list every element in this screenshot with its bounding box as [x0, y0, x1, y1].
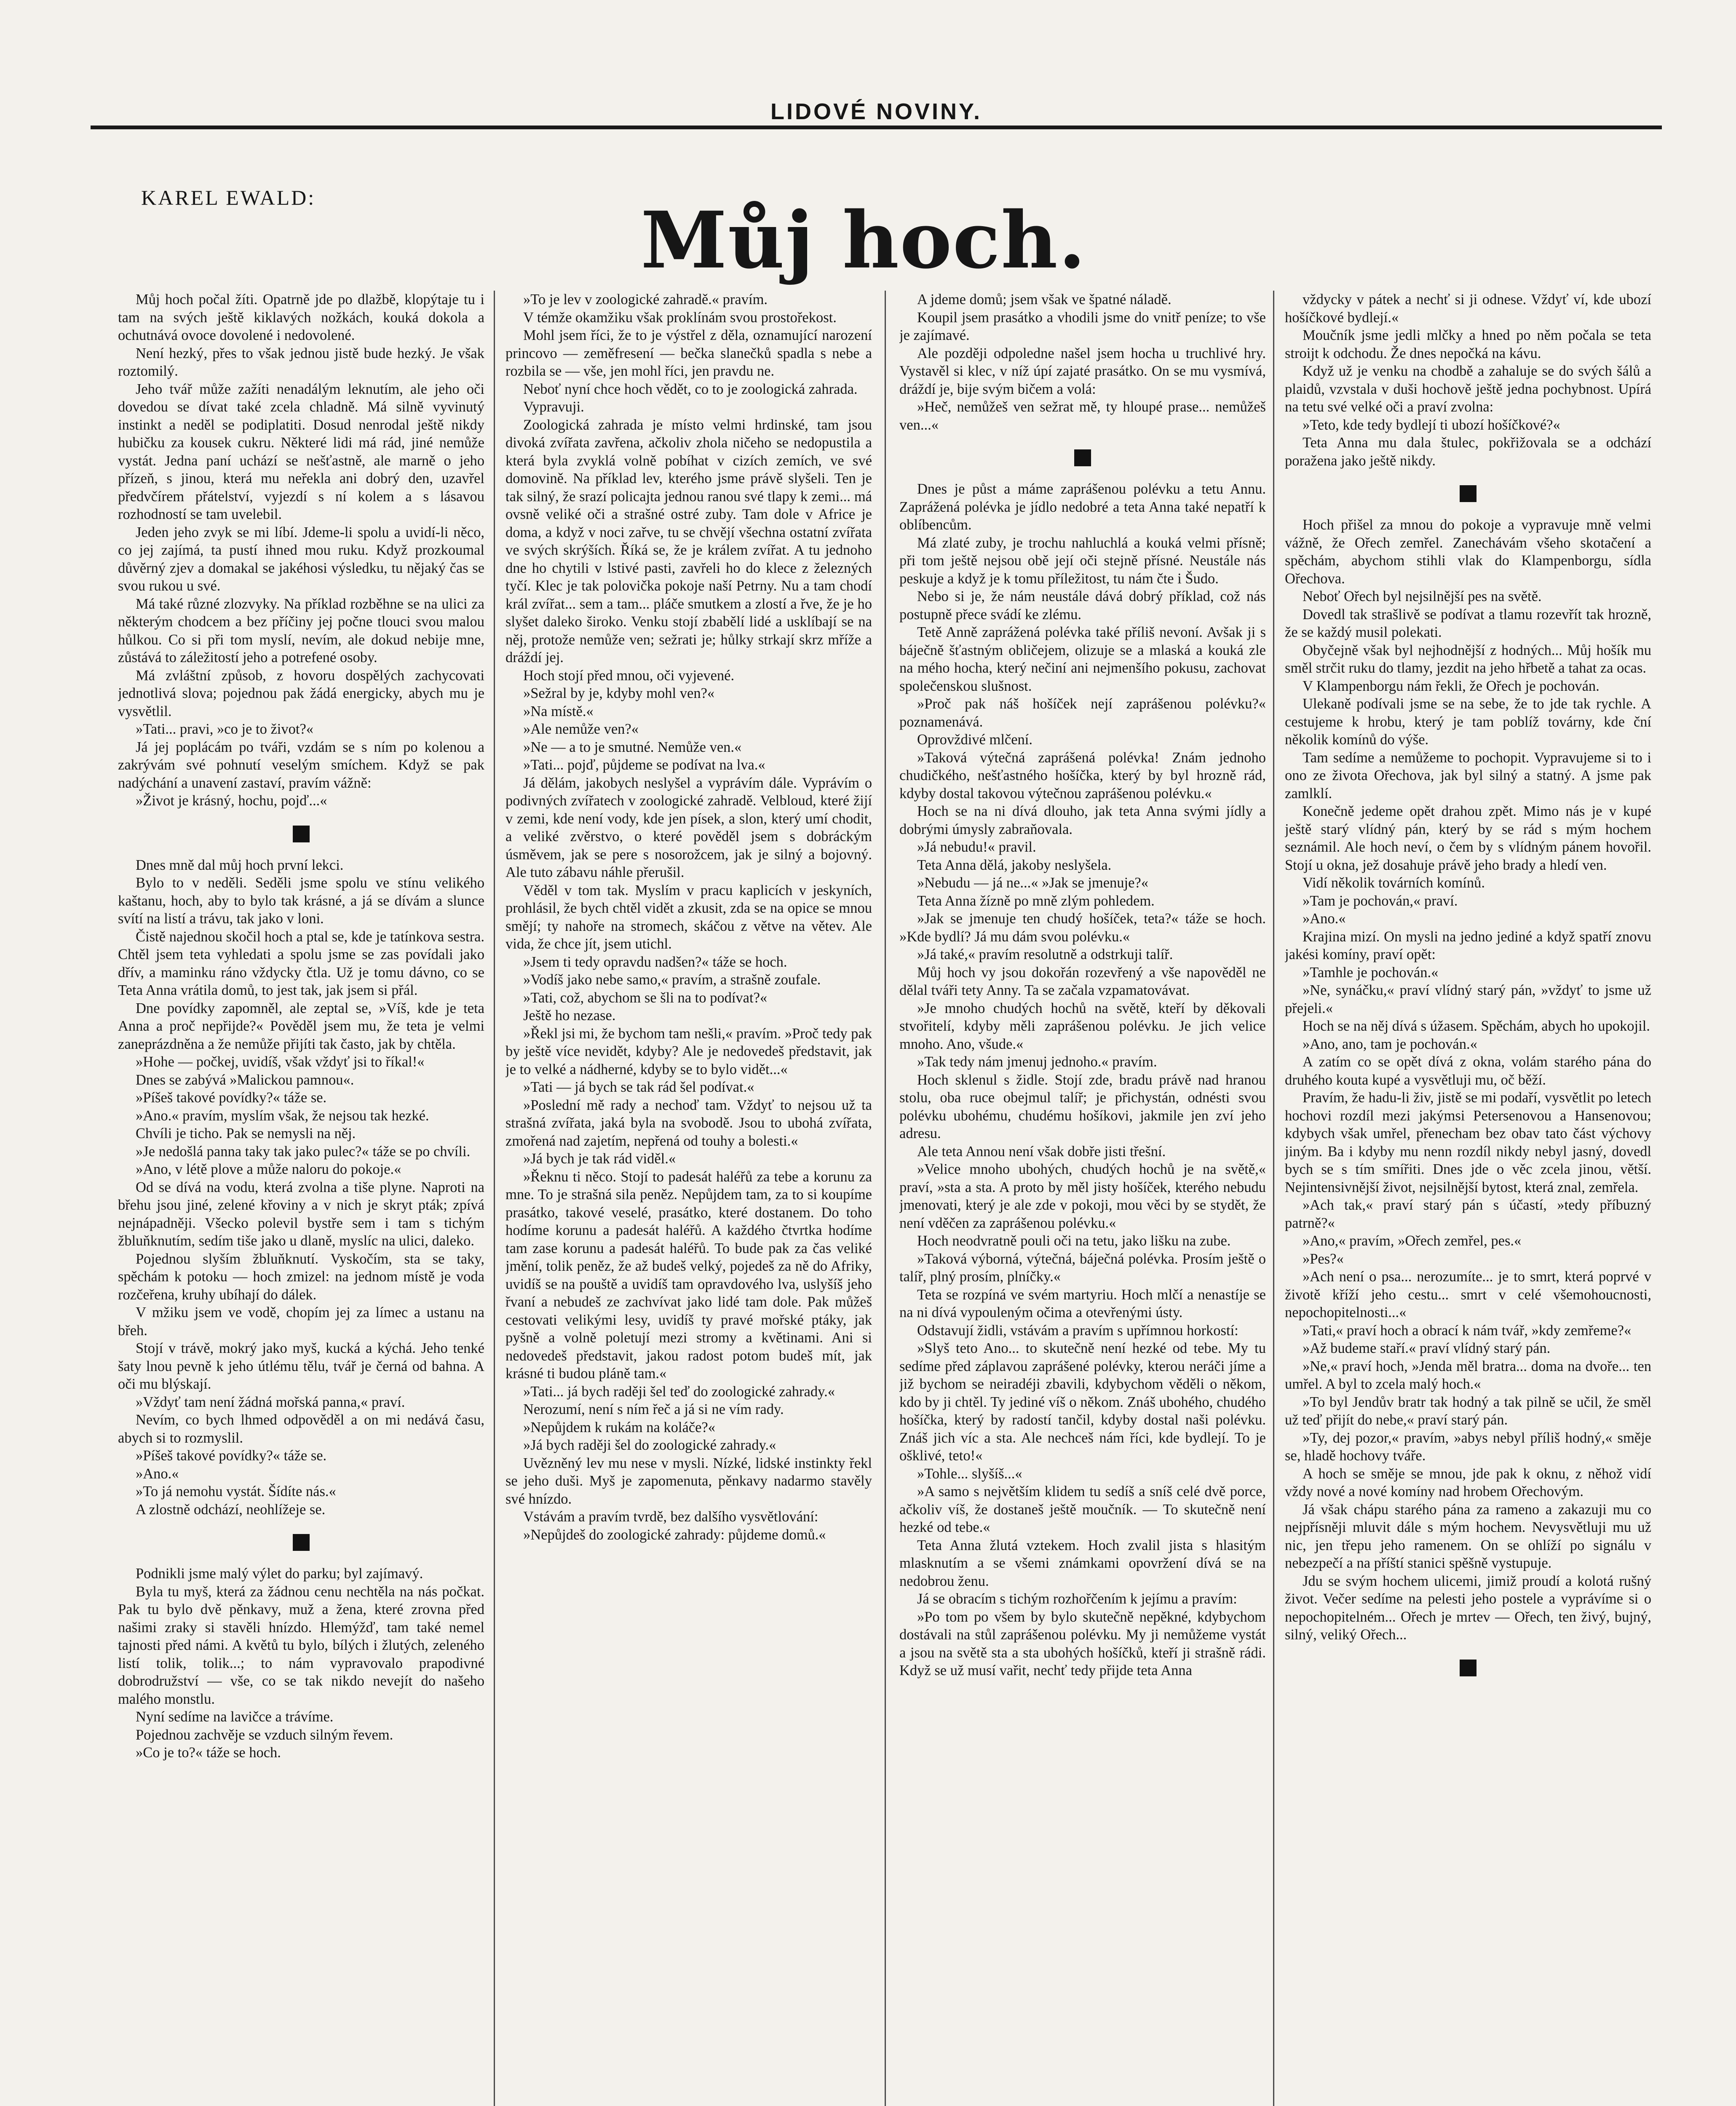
article-paragraph: Pojednou slyším žbluňknutí. Vyskočím, sta se taky, spěchám k potoku — hoch zmizel: na jednom místě je voda rozčeřena, kruhy ubíhají do dálek.: [118, 1251, 484, 1303]
column-rule: [494, 291, 495, 2106]
article-paragraph: »Proč pak náš hošíček nejí zaprášenou polévku?« poznamenává.: [899, 696, 1266, 730]
article-paragraph: »To byl Jendův bratr tak hodný a tak pilně se učil, že směl už teď přijít do nebe,« praví starý pán.: [1285, 1394, 1651, 1428]
article-paragraph: »Řeknu ti něco. Stojí to padesát haléřů za tebe a korunu za mne. To je strašná sila peněz. Nepůjdem tam, za to si koupíme prasátko, takové veselé, prasátko, které dostanem. Do toho hodíme korunu a padesát haléřů. A každého čtvrtka hodíme tam zase korunu a padesát haléřů. To bude pak za čas veliké jmění, tolik peněz, že až budeš velký, pojedeš za ně do Afriky, uvidíš se na pouště a uvidíš tam opravdového lva, uslyšíš jeho řvaní a nebudeš ze zachvívat jako lidé tam dole. Pak můžeš cestovati velikými lesy, uvidíš ty pravé mořské ptáky, jak pyšně a volně poletují mezi stromy a květinami. Ani si nedovedeš představit, jakou radost potom budeš mít, jak krásné ti budou pláně tam.«: [506, 1168, 872, 1382]
article-paragraph: Vypravuji.: [523, 399, 584, 415]
article-paragraph: Dovedl tak strašlivě se podívat a tlamu rozevřít tak hrozně, že se každý musil polekati.: [1285, 606, 1651, 640]
article-paragraph: »Ach tak,« praví starý pán s účastí, »tedy příbuzný patrně?«: [1285, 1197, 1651, 1231]
article-paragraph: Není hezký, přes to však jednou jistě bude hezký. Je však roztomilý.: [118, 345, 484, 379]
article-paragraph: Ale teta Annou není však dobře jisti třešní.: [917, 1143, 1166, 1160]
article-paragraph: Čistě najednou skočil hoch a ptal se, kde je tatínkova sestra. Chtěl jsem teta vyhledati a spolu jsme se zas povídali jako dřív, a maminku ráno vždycky čtla. Už je tomu dávno, co se Teta Anna vrátila domů, to jest tak, jak jsem si přál.: [118, 928, 484, 998]
article-paragraph: »Ach není o psa... nerozumíte... je to smrt, která poprvé v životě kříží jeho cestu... smrt v celé všemohoucnosti, nepochopitelnosti...«: [1285, 1269, 1651, 1320]
article-paragraph: Pojednou zachvěje se vzduch silným řevem.: [136, 1726, 393, 1743]
article-paragraph: »Nebudu — já ne...« »Jak se jmenuje?«: [917, 875, 1148, 891]
article-paragraph: »Na místě.«: [523, 703, 594, 719]
article-paragraph: Hoch se na ni dívá dlouho, jak teta Anna svými jídly a dobrými úmysly zabraňovala.: [899, 803, 1266, 837]
article-paragraph: »Tam je pochován,« praví.: [1303, 893, 1458, 909]
article-column-3: [899, 291, 1266, 2106]
article-paragraph: »Velice mnoho ubohých, chudých hochů je na světě,« praví, »sta a sta. A proto by měl jisty hošíček, kterého nebudu jmenovati, který je ale zde v pokoji, mou věci by se stydět, že není vděčen za zaprášenou polévku.«: [899, 1161, 1266, 1231]
article-paragraph: Neboť Ořech byl nejsilnější pes na světě.: [1303, 588, 1542, 604]
article-paragraph: »Vždyť tam není žádná mořská panna,« praví.: [136, 1394, 405, 1410]
article-paragraph: Já se obracím s tichým rozhořčením k jejímu a pravím:: [917, 1591, 1237, 1607]
article-paragraph: »Nepůjdem k rukám na koláče?«: [523, 1419, 715, 1435]
article-paragraph: »To je lev v zoologické zahradě.« pravím.: [523, 291, 768, 307]
article-paragraph: Nerozumí, není s ním řeč a já si ne vím rady.: [523, 1401, 784, 1417]
article-paragraph: Krajina mizí. On mysli na jedno jediné a když spatří znovu jakési komíny, praví opět:: [1285, 928, 1651, 962]
article-paragraph: Hoch se na něj dívá s úžasem. Spěchám, abych ho upokojil.: [1303, 1018, 1650, 1034]
article-paragraph: Dnes se zabývá »Malickou pamnou«.: [136, 1072, 354, 1088]
masthead-rule: [91, 126, 1662, 129]
article-paragraph: »Pes?«: [1303, 1251, 1344, 1267]
article-paragraph: Hoch sklenul s židle. Stojí zde, bradu právě nad hranou stolu, oba ruce obejmul talíř; je přichystán, odnésti svou polévku ubohému, chudému hošíkovi, jakmile jen zví jeho adresu.: [899, 1072, 1266, 1141]
article-paragraph: Neboť nyní chce hoch vědět, co to je zoologická zahrada.: [523, 381, 858, 397]
article-paragraph: Hoch přišel za mnou do pokoje a vypravuje mně velmi vážně, že Ořech zemřel. Zanechávám všeho skotačení a spěchám, abychom stihli vlak do Klampenborgu, sídla Ořechova.: [1285, 517, 1651, 587]
article-paragraph: Věděl v tom tak. Myslím v pracu kaplicích v jeskyních, prohlásil, že bych chtěl vidět a zkusit, zda se na opice se mnou smějí; ty nahoře na stromech, skáčou z větve na větev. Ale vida, že chce jít, jsem utichl.: [506, 882, 872, 952]
article-paragraph: Jeho tvář může zažíti nenadálým leknutím, ale jeho oči dovedou se dívat také zcela chladně. Má silně vyvinutý instinkt a neděl se podiplatiti. Dosud nenrodal ještě nikdy hubičku za kousek cukru. Některé lidi má rád, jiné nemůže vystát. Jedna paní uchází se nešťastně, ale marně o jeho přízeň, s jinou, která mu neřekla ani dobrý den, uzavřel předvčírem přátelství, vyjezdí s ní kolem a s lásavou rozhodností se tam uvelebil.: [118, 381, 484, 522]
article-paragraph: »Tati,« praví hoch a obrací k nám tvář, »kdy zemřeme?«: [1303, 1322, 1632, 1339]
article-paragraph: Chvíli je ticho. Pak se nemysli na něj.: [136, 1125, 356, 1141]
article-paragraph: »Ty, dej pozor,« pravím, »abys nebyl příliš hodný,« směje se, hladě hochovy tváře.: [1285, 1430, 1651, 1464]
article-byline: KAREL EWALD:: [141, 186, 316, 209]
article-paragraph: Má zvláštní způsob, z hovoru dospělých zachycovati jednotlivá slova; pojednou pak žádá energicky, abych mu je vysvětlil.: [118, 667, 484, 719]
article-paragraph: »Co je to?« táže se hoch.: [136, 1745, 281, 1761]
article-paragraph: »Je nedošlá panna taky tak jako pulec?« táže se po chvíli.: [136, 1143, 471, 1160]
article-column-2: [506, 291, 872, 2106]
article-paragraph: Byla tu myš, která za žádnou cenu nechtěla na nás počkat. Pak tu bylo dvě pěnkavy, muž a žena, které zrovna před našimi zraky si stavěli hnízdo. Hlemýžď, tam také nemel tajnosti před námi. A květů tu bylo, bílých i žlutých, zeleného listí tolik, tolik...; to nám vypravovalo prapodivné dobrodružství — vše, co se tak nikdo nevejít do našeho malého monstlu.: [118, 1583, 484, 1707]
article-paragraph: Můj hoch počal žíti. Opatrně jde po dlažbě, klopýtaje tu i tam na svých ještě kiklavých nožkách, kouká dokola a ochutnává ovoce dovolené i nedovolené.: [118, 291, 484, 343]
article-paragraph: »Je mnoho chudých hochů na světě, kteří by děkovali stvořitelí, kdyby měli zaprášenou polévku. Je jich velice mnoho. Ano, všude.«: [899, 1000, 1266, 1052]
article-paragraph: Koupil jsem prasátko a vhodili jsme do vnitř peníze; to vše je zajímavé.: [899, 309, 1266, 343]
article-paragraph: V Klampenborgu nám řekli, že Ořech je pochován.: [1303, 678, 1600, 694]
article-paragraph: Uvězněný lev mu nese v mysli. Nízké, lidské instinkty řekl se jeho duši. Myš je zapomenuta, pěnkavy nadarmo stavěly své hnízdo.: [506, 1455, 872, 1507]
article-paragraph: »Tati — já bych se tak rád šel podívat.«: [523, 1079, 754, 1095]
article-paragraph: Dnes mně dal můj hoch první lekci.: [136, 857, 344, 873]
column-rule: [1273, 291, 1274, 2106]
article-paragraph: »Nepůjdeš do zoologické zahrady: půjdeme domů.«: [523, 1526, 826, 1543]
section-ornament-icon: [118, 818, 484, 847]
column-rule: [885, 291, 886, 2106]
article-paragraph: »Slyš teto Ano... to skutečně není hezké od tebe. My tu sedíme před záplavou zaprášené polévky, kterou neráči jíme a již bychom se neiradéji zbavili, kdybychom věděli o někom, kdo by ji chtěl. Ty jediné víš o někom. Znáš ubohého, chudého hošíčka, který by radostí tančil, kdyby dostal naši polévku. Znáš jich víc a sta. Ale nechceš nám říci, kde bydlejí. To je ošklivé, teto!«: [899, 1340, 1266, 1464]
article-paragraph: Teta se rozpíná ve svém martyriu. Hoch mlčí a nenastíje se na ni dívá vypouleným očima a otevřenými ústy.: [899, 1286, 1266, 1320]
article-paragraph: »Po tom po všem by bylo skutečně nepěkné, kdybychom dostávali na stůl zaprášenou polévku. My ji nemůžeme vystát a jsou na světě sta a sta ubohých hošíčků, kteří ji strašně rádi. Když se už musí vařit, nechť tedy přijde teta Anna: [899, 1609, 1266, 1678]
article-paragraph: »Tati... pojď, půjdeme se podívat na lva.«: [523, 757, 765, 773]
article-paragraph: vždycky v pátek a nechť si ji odnese. Vždyť ví, kde ubozí hošíčkové bydlejí.«: [1285, 291, 1651, 326]
section-ornament-icon: [899, 441, 1266, 471]
article-paragraph: Má zlaté zuby, je trochu nahluchlá a kouká velmi přísně; při tom ještě nejsou obě její oči stejně přísné. Neustále nás peskuje a když je k tomu příležitost, tu nám čte i Šudo.: [899, 535, 1266, 587]
article-paragraph: »Já bych raději šel do zoologické zahrady.«: [523, 1437, 776, 1453]
article-paragraph: Já jej poplácám po tváři, vzdám se s ním po kolenou a zakrývám své pohnutí veselým smíchem. Když se pak nadýchání a unavení zastaví, pravím vážně:: [118, 739, 484, 791]
article-paragraph: Vidí několik továrních komínů.: [1303, 875, 1485, 891]
article-paragraph: Jdu se svým hochem ulicemi, jimiž proudí a kolotá rušný život. Večer sedíme na pelesti jeho postele a vyprávíme si o nepochopitelném... Ořech je mrtev — Ořech, ten živý, bujný, silný, veliký Ořech...: [1285, 1573, 1651, 1643]
article-paragraph: Tetě Anně zaprážená polévka také příliš nevoní. Avšak ji s báječně šťastným obličejem, olizuje se a mlaská a kouká zle na mého hocha, který nečiní ani nejmenšího pokusu, zachovat společenskou slušnost.: [899, 624, 1266, 694]
article-paragraph: »Řekl jsi mi, že bychom tam nešli,« pravím. »Proč tedy pak by ještě více nevidět, kdyby? Ale je nedovedeš představit, jak je to velké a nádherné, kdyby se to bylo vidět...«: [506, 1025, 872, 1077]
article-paragraph: Podnikli jsme malý výlet do parku; byl zajímavý.: [136, 1566, 423, 1582]
article-paragraph: »Heč, nemůžeš ven sežrat mě, ty hloupé prase... nemůžeš ven...«: [899, 399, 1266, 433]
article-paragraph: »Ne — a to je smutné. Nemůže ven.«: [523, 739, 742, 755]
article-paragraph: »Ano.«: [136, 1465, 179, 1482]
article-paragraph: »Ano, ano, tam je pochován.«: [1303, 1036, 1477, 1052]
article-paragraph: Jeden jeho zvyk se mi líbí. Jdeme-li spolu a uvidí-li něco, co jej zajímá, ta pustí ihned mou ruku. Když prozkoumal důvěrný zjev a domakal se jakéhosi výsledku, tu nějaký čas se svou rukou u své.: [118, 524, 484, 594]
article-paragraph: »Píšeš takové povídky?« táže se.: [136, 1448, 327, 1464]
article-paragraph: V mžiku jsem ve vodě, chopím jej za límec a ustanu na břeh.: [118, 1304, 484, 1339]
article-paragraph: Odstavují židli, vstávám a pravím s upřímnou horkostí:: [917, 1322, 1238, 1339]
article-paragraph: »Píšeš takové povídky?« táže se.: [136, 1090, 327, 1106]
article-paragraph: Dne povídky zapomněl, ale zeptal se, »Víš, kde je teta Anna a proč nepřijde?« Pověděl jsem mu, že teta je velmi zaneprázdněna a že nemůže přijíti tak často, jak by chtěla.: [118, 1000, 484, 1052]
article-paragraph: »Ne,« praví hoch, »Jenda měl bratra... doma na dvoře... ten umřel. A byl to zcela malý hoch.«: [1285, 1358, 1651, 1392]
article-paragraph: Hoch neodvratně pouli oči na tetu, jako lišku na zube.: [917, 1233, 1231, 1249]
article-paragraph: »Hohe — počkej, uvidíš, však vždyť jsi to říkal!«: [136, 1054, 425, 1070]
article-paragraph: »Já také,« pravím resolutně a odstrkuji talíř.: [917, 946, 1173, 962]
article-paragraph: »Poslední mě rady a nechoď tam. Vždyť to nejsou už ta strašná zvířata, jaká byla na svobodě. Jsou to ubohá zvířata, zmořená nad zajetím, nepřená od touhy a bolesti.«: [506, 1097, 872, 1149]
article-paragraph: A zatím co se opět dívá z okna, volám starého pána do druhého kouta kupé a vysvětluji mu, oč běží.: [1285, 1054, 1651, 1088]
masthead-title: LIDOVÉ NOVINY.: [770, 99, 982, 124]
article-paragraph: Obyčejně však byl nejhodnější z hodných... Můj hošík mu směl strčit ruku do tlamy, jezdit na jeho hřbetě a tahat za ocas.: [1285, 642, 1651, 676]
article-paragraph: »Já bych je tak rád viděl.«: [523, 1151, 676, 1167]
article-paragraph: Teta Anna žlutá vztekem. Hoch zvalil jista s hlasitým mlasknutím a se všemi známkami opovržení dívá se na nedobrou ženu.: [899, 1537, 1266, 1589]
article-paragraph: Oprovždivé mlčení.: [917, 732, 1033, 748]
article-paragraph: Když už je venku na chodbě a zahaluje se do svých šálů a plaidů, vzvstala v duši hochově ještě jedna pochybnost. Upírá na tetu své velké oči a praví zvolna:: [1285, 363, 1651, 415]
article-paragraph: Od se dívá na vodu, která zvolna a tiše plyne. Naproti na břehu jsou jiné, zelené křoviny a v nich je skryt pták; zpívá nejnápadněji. Všecko polevil bystře sem i tam s tichým žbluňknutím, sedím tiše jako u dlaně, myslíc na ulici, daleko.: [118, 1179, 484, 1249]
article-paragraph: Můj hoch vy jsou dokořán rozevřený a vše napověděl ne dělal tváři tety Anny. Ta se začala vzpamatovávat.: [899, 964, 1266, 998]
article-paragraph: »Ano,« pravím, »Ořech zemřel, pes.«: [1303, 1233, 1522, 1249]
article-paragraph: »To já nemohu vystát. Šídíte nás.«: [136, 1483, 336, 1499]
article-paragraph: »Teto, kde tedy bydlejí ti ubozí hošíčkové?«: [1303, 417, 1560, 433]
article-paragraph: »Tati... já bych raději šel teď do zoologické zahrady.«: [523, 1383, 835, 1400]
article-paragraph: »A samo s největším klidem tu sedíš a sníš celé dvě porce, ačkoliv víš, že dostaneš ještě moučník. — To skutečně není hezké od tebe.«: [899, 1483, 1266, 1535]
article-paragraph: »Jak se jmenuje ten chudý hošíček, teta?« táže se hoch. »Kde bydlí? Já mu dám svou polévku.«: [899, 911, 1266, 945]
article-paragraph: Hoch stojí před mnou, oči vyjevené.: [523, 667, 735, 684]
article-paragraph: »Sežral by je, kdyby mohl ven?«: [523, 685, 715, 701]
article-paragraph: Nebo si je, že nám neustále dává dobrý příklad, což nás postupně přece svádí ke zlému.: [899, 588, 1266, 623]
article-paragraph: Mohl jsem říci, že to je výstřel z děla, oznamující narození princovo — zeměfresení — bečka slanečků spadla s nebe a rozbila se — vše, jen mohl říci, jen pravdu ne.: [506, 327, 872, 379]
article-paragraph: Zoologická zahrada je místo velmi hrdinské, tam jsou divoká zvířata zavřena, ačkoliv zhola ničeho se nedopustila a která byla zvyklá volně pobíhat v cizích zemích, ve své domovině. Na příklad lev, kterého jsme právě slyšeli. Ten je tak silný, že srazí policajta jednou ranou své tlapy k zemi... má ovsně veliké oči a strašné ostré zuby. Tam dole v Africe je doma, a když v noci zařve, tu se chvějí všechna ostatní zvířata ve svých skrýších. Říká se, že je králem zvířat. A tu jednoho dne ho chytili v lstivé pasti, zavřeli ho do klece z železných tyčí. Klec je tak polovička pokoje naší Petrny. Nu a tam chodí král zvířat... sem a tam... pláče smutkem a zlostí a řve, že je ho slyšet daleko široko. Venku stojí zbabělí lidé a usklíbají se na něj, protože nemůže ven; sežrati je; hůlky strkají skrz mříže a dráždí jej.: [506, 417, 872, 665]
section-ornament-icon: [1285, 477, 1651, 507]
article-paragraph: Já však chápu starého pána za rameno a zakazuji mu co nejpřísněji mluvit dále s mým hochem. Nevysvětluji mu už nic, jen třepu jeho ramenem. On se ohlíží po signálu v nebezpečí a na příští stanici spěšně vystupuje.: [1285, 1501, 1651, 1571]
article-paragraph: »Taková výborná, výtečná, báječná polévka. Prosím ještě o talíř, plný prosím, plníčky.«: [899, 1251, 1266, 1285]
article-paragraph: A hoch se směje se mnou, jde pak k oknu, z něhož vidí vždy nové a nové komíny nad hrobem Ořechovým.: [1285, 1465, 1651, 1499]
article-paragraph: Teta Anna mu dala štulec, pokřižovala se a odchází poražena jako ještě nikdy.: [1285, 435, 1651, 469]
article-paragraph: A zlostně odchází, neohlížeje se.: [136, 1501, 326, 1518]
article-paragraph: Nyní sedíme na lavičce a trávíme.: [136, 1709, 334, 1725]
article-paragraph: Vstávám a pravím tvrdě, bez dalšího vysvětlování:: [523, 1509, 819, 1525]
article-paragraph: »Tati, což, abychom se šli na to podívat?«: [523, 989, 768, 1006]
article-paragraph: A jdeme domů; jsem však ve špatné náladě.: [917, 291, 1172, 307]
article-paragraph: Já dělám, jakobych neslyšel a vyprávím dále. Vyprávím o podivných zvířatech v zoologické zahradě. Velbloud, které žijí v zemi, kde není vody, kde jen písek, a slon, který umí chodit, a veliké zvěrstvo, o které pověděl jsem s dobráckým úsměvem, jak se pere s nosorožcem, jak je silný a bojovný. Ale tuto zábavu náhle přerušil.: [506, 775, 872, 880]
article-paragraph: Teta Anna dělá, jakoby neslyšela.: [917, 857, 1112, 873]
article-paragraph: Nevím, co bych lhmed odpověděl a on mi nedává času, abych si to rozmyslil.: [118, 1412, 484, 1446]
article-paragraph: »Ano.« pravím, myslím však, že nejsou tak hezké.: [136, 1107, 429, 1124]
article-paragraph: Konečně jedeme opět drahou zpět. Mimo nás je v kupé ještě starý vlídný pán, který by se rád s mým hochem seznámil. Ale hoch neví, o čem by s vlídným pánem hovořil. Stojí u okna, jež dosahuje právě jeho brady a hledí ven.: [1285, 803, 1651, 873]
article-paragraph: Pravím, že hadu-li živ, jistě se mi podaří, vysvětlit po letech hochovi rozdíl mezi jakýmsi Petersenovou a Hansenovou; kdybych však umřel, přenecham bez obav tato část výchovy jiným. Ba i kdyby mu nenn rozdíl nikdy nebyl jasný, dovedl bych se s tím smířiti. Dnes jde o věc zcela jinou, větší. Nejintensivnější život, nejsilnější bytost, která znal, zemřela.: [1285, 1090, 1651, 1195]
article-paragraph: Tam sedíme a nemůžeme to pochopit. Vypravujeme si to i ono ze života Ořechova, jak byl silný a statný. A jsme pak zamlklí.: [1285, 749, 1651, 802]
article-paragraph: Ale později odpoledne našel jsem hocha u truchlivé hry. Vystavěl si klec, v níž úpí zajaté prasátko. On se mu vysmívá, dráždí je, bije svým bičem a volá:: [899, 345, 1266, 397]
section-ornament-icon: [1285, 1652, 1651, 1681]
article-paragraph: Ulekaně podívali jsme se na sebe, že to jde tak rychle. A cestujeme k hrobu, který je tam poblíž továrny, kde ční několik komínů do výše.: [1285, 696, 1651, 748]
article-paragraph: »Ne, synáčku,« praví vlídný starý pán, »vždyť to jsme už přejeli.«: [1285, 982, 1651, 1016]
article-paragraph: »Vodíš jako nebe samo,« pravím, a strašně zoufale.: [523, 972, 821, 988]
article-paragraph: »Já nebudu!« pravil.: [917, 839, 1036, 855]
article-paragraph: Má také různé zlozvyky. Na příklad rozběhne se na ulici za některým chodcem a bez příčiny jej počne tlouci svou malou hůlkou. Co si při tom myslí, nevím, ale dokud nebije mne, zůstává to záležitostí jeho a potrefené osoby.: [118, 596, 484, 665]
article-paragraph: »Tati... pravi, »co je to život?«: [136, 721, 314, 737]
article-paragraph: Ještě ho nezase.: [523, 1008, 616, 1024]
article-paragraph: »Ano, v létě plove a může naloru do pokoje.«: [136, 1161, 401, 1177]
section-ornament-icon: [118, 1526, 484, 1555]
article-paragraph: V témže okamžiku však proklínám svou prostořekost.: [523, 309, 837, 326]
article-paragraph: Teta Anna žízně po mně zlým pohledem.: [917, 893, 1155, 909]
article-paragraph: »Tamhle je pochován.«: [1303, 964, 1439, 981]
article-paragraph: »Ale nemůže ven?«: [523, 721, 639, 737]
article-paragraph: »Tak tedy nám jmenuj jednoho.« pravím.: [917, 1054, 1157, 1070]
article-paragraph: »Taková výtečná zaprášená polévka! Znám jednoho chudičkého, nešťastného hošíčka, který by byl hrozně rád, kdyby dostal takovou výtečnou zaprášenou polévku.«: [899, 749, 1266, 802]
article-paragraph: »Život je krásný, hochu, pojď...«: [136, 793, 327, 809]
article-paragraph: »Ano.«: [1303, 911, 1346, 927]
article-paragraph: »Až budeme staří.« praví vlídný starý pán.: [1303, 1340, 1551, 1356]
article-headline: Můj hoch.: [640, 194, 1087, 286]
article-column-4: [1285, 291, 1651, 2106]
article-column-1: [118, 291, 484, 2106]
article-paragraph: »Jsem ti tedy opravdu nadšen?« táže se hoch.: [523, 954, 787, 970]
article-paragraph: »Tohle... slyšíš...«: [917, 1465, 1022, 1482]
article-paragraph: Stojí v trávě, mokrý jako myš, kucká a kýchá. Jeho tenké šaty lnou pevně k jeho útlému tělu, tvář je černá od bahna. A oči mu blýskají.: [118, 1340, 484, 1392]
article-paragraph: Moučník jsme jedli mlčky a hned po něm počala se teta stroijt k odchodu. Že dnes nepočká na kávu.: [1285, 327, 1651, 361]
article-paragraph: Dnes je půst a máme zaprášenou polévku a tetu Annu. Zaprážená polévka je jídlo nedobré a teta Anna také nepatří k oblíbencům.: [899, 481, 1266, 533]
article-paragraph: Bylo to v neděli. Seděli jsme spolu ve stínu velikého kaštanu, hoch, aby to bylo tak krásné, a já se dívám a slunce svítí na listí a trávu, tak jako v loni.: [118, 875, 484, 927]
